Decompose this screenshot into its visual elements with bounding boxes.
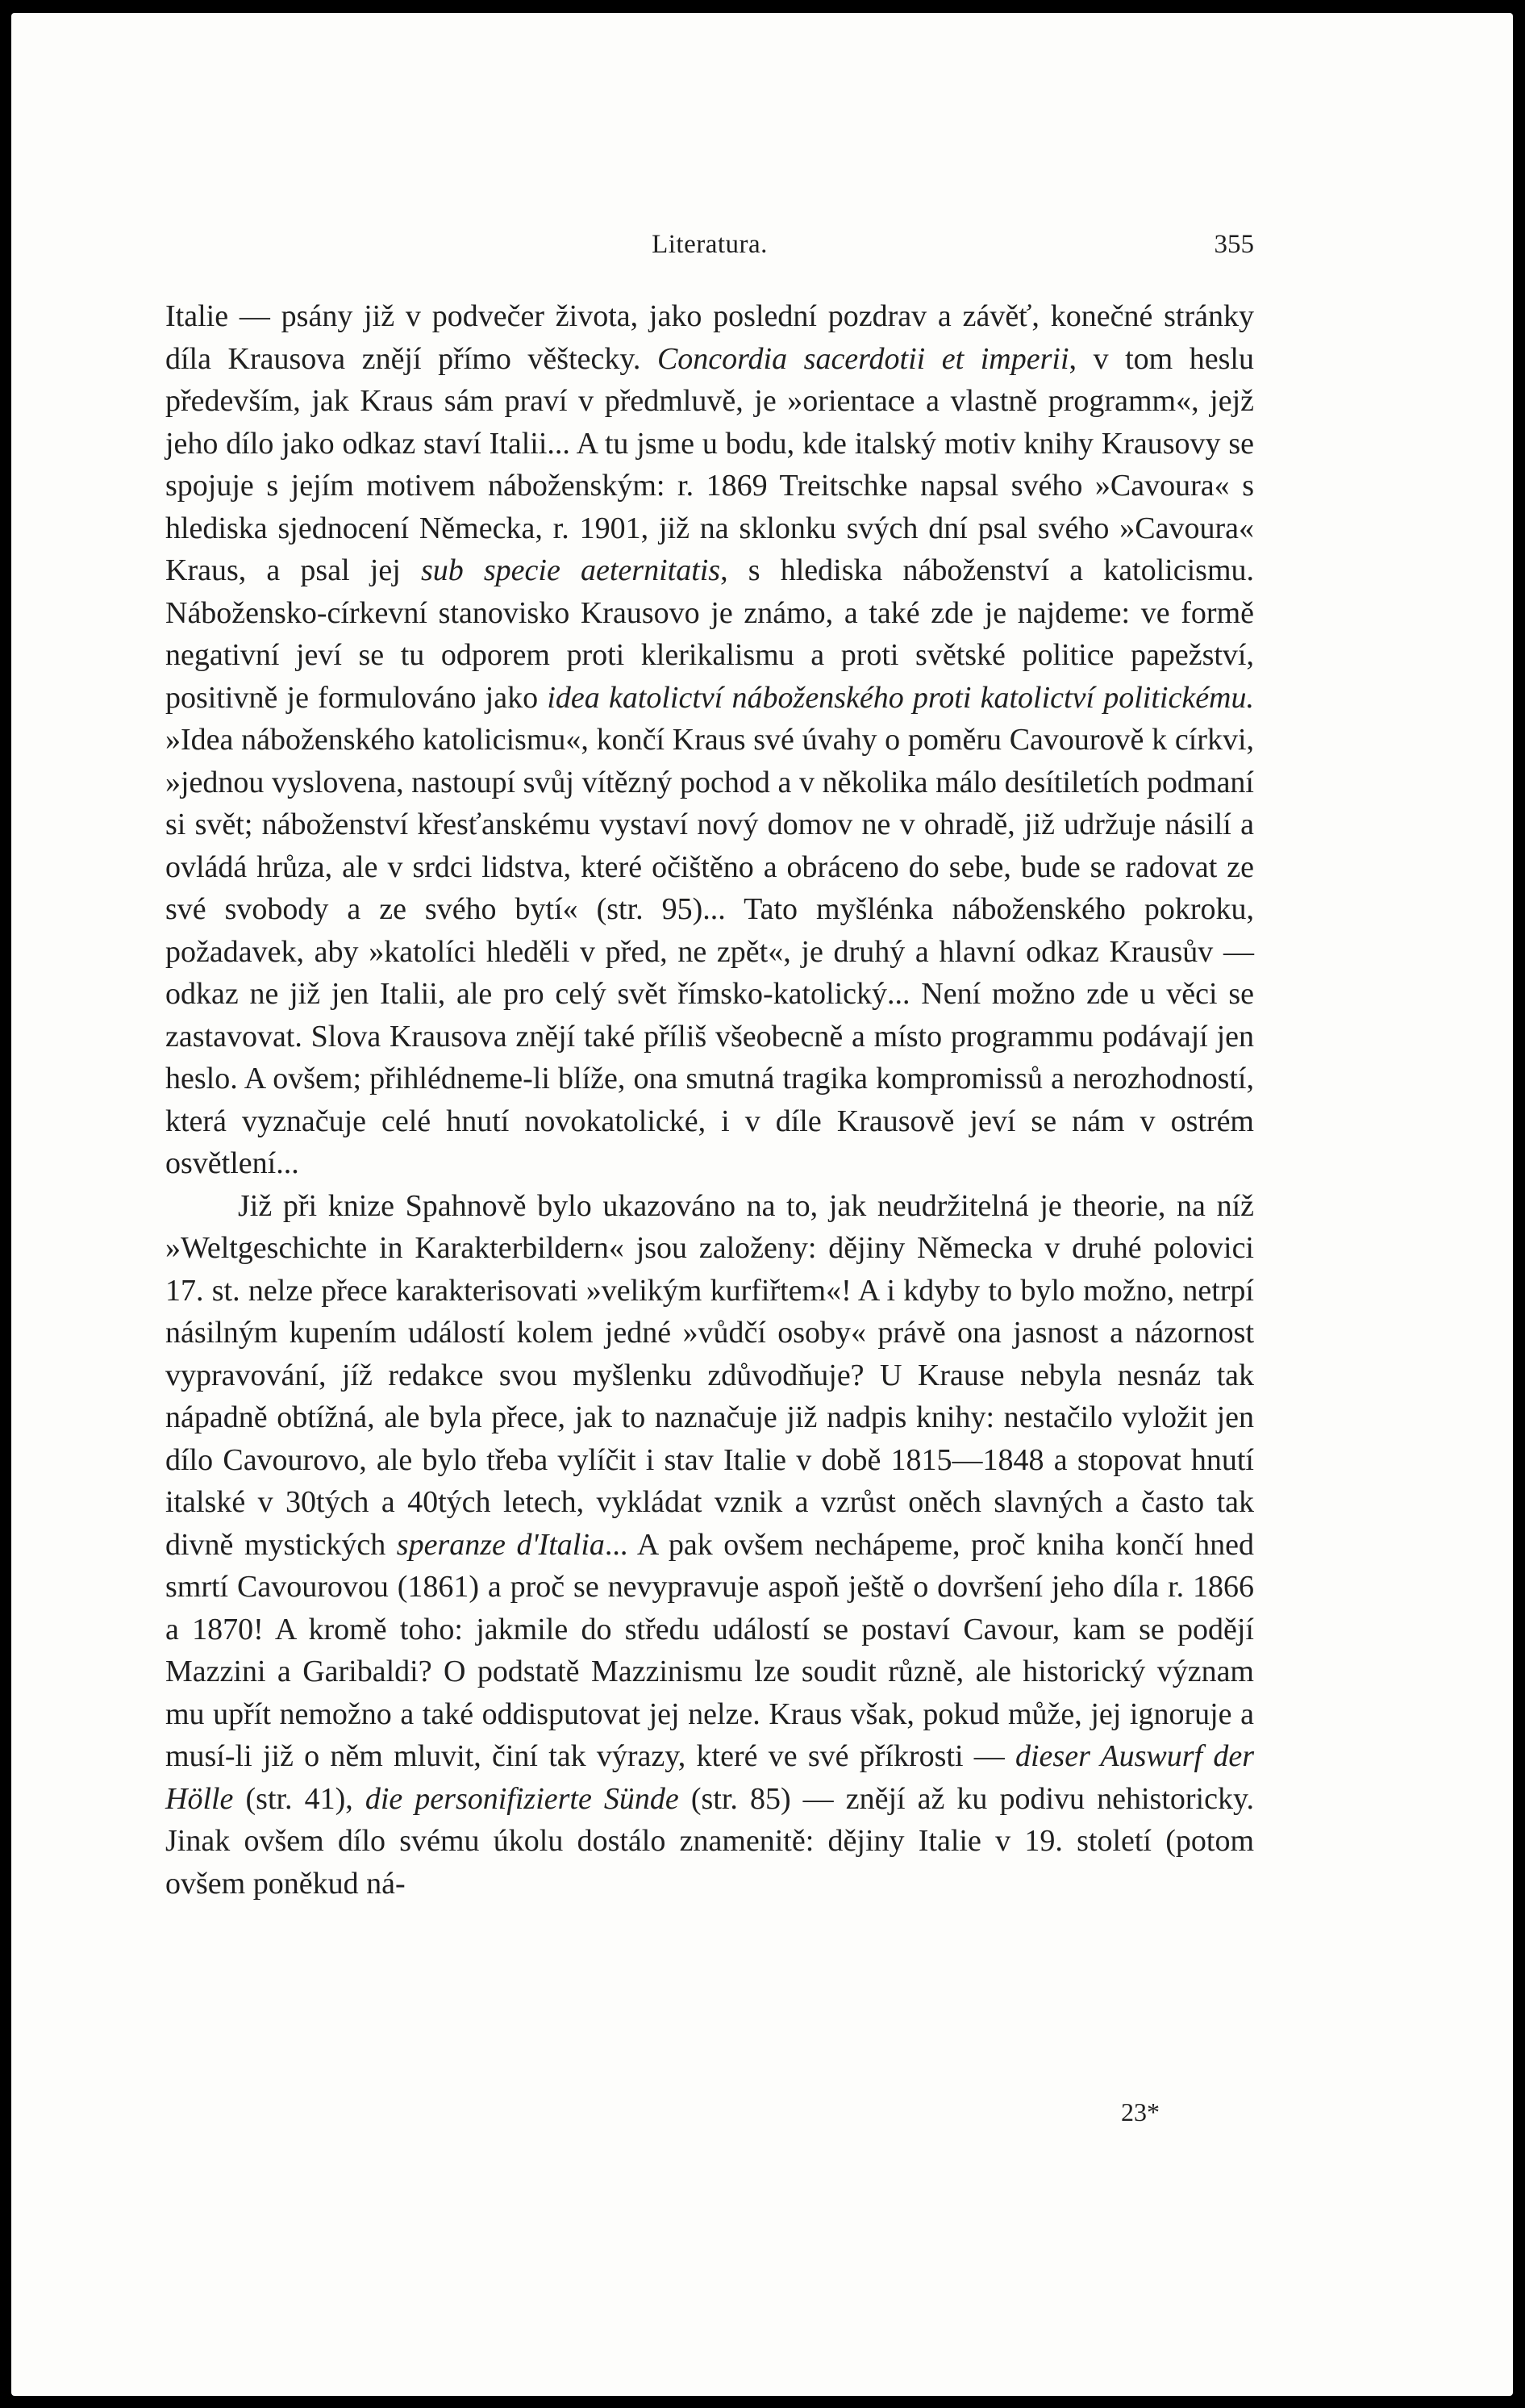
- paragraph-1-text: , v tom heslu především, jak Kraus sám praví v předmluvě, je »orientace a vlastně programm«, jejž jeho dílo jako odkaz staví Italii... A tu jsme u bodu, kde italský motiv knihy Krausovy se spojuje s jejím motivem náboženským: r. 1869 Treitschke napsal svého »Cavoura« s hlediska sjednocení Německa, r. 1901, již na sklonku svých dní psal svého »Cavoura« Kraus, a psal jej: [165, 341, 1254, 587]
- page-number: 355: [1214, 230, 1254, 259]
- paragraph-1-text: Italie — psány již v podvečer života, jako poslední pozdrav a závěť, konečné stránky díla Krausova znějí přímo věštecky.: [165, 299, 1254, 376]
- italic-phrase: idea katolictví náboženského proti katolictví politickému.: [547, 680, 1254, 715]
- paragraph-1-text: »Idea náboženského katolicismu«, končí Kraus své úvahy o poměru Cavourově k církvi, »jednou vyslovena, nastoupí svůj vítězný pochod a v několika málo desítiletích podmaní si svět; náboženství křesťanskému vystaví nový domov ne v ohradě, již udržuje násilí a ovládá hrůza, ale v srdci lidstva, které očištěno a obráceno do sebe, bude se radovat ze své svobody a ze svého bytí« (str. 95)... Tato myšlénka náboženského pokroku, požadavek, aby »katolíci hleděli v před, ne zpět«, je druhý a hlavní odkaz Krausův — odkaz ne již jen Italii, ale pro celý svět římsko-katolický... Není možno zde u věci se zastavovat. Slova Krausova znějí také příliš všeobecně a místo programmu podávají jen heslo. A ovšem; přihlédneme-li blíže, ona smutná tragika kompromissů a nerozhodností, která vyznačuje celé hnutí novokatolické, i v díle Krausově jeví se nám v ostrém osvětlení...: [165, 723, 1254, 1180]
- paragraph-2-text: (str. 85) — znějí až ku podivu nehistoricky. Jinak ovšem dílo svému úkolu dostálo znamenitě: dějiny Italie v 19. století (potom ovšem poněkud ná-: [165, 1781, 1254, 1901]
- italic-phrase: Concordia sacerdotii et imperii: [656, 341, 1069, 376]
- page-header: [165, 230, 1254, 262]
- italic-phrase: die personifizierte Sünde: [365, 1781, 679, 1816]
- paragraph-1-text: , s hlediska náboženství a katolicismu. Nábožensko-církevní stanovisko Krausovo je známo, a také zde je najdeme: ve formě negativní jeví se tu odporem proti klerikalismu a proti světské politice papežství, positivně je formulováno jako: [165, 553, 1254, 715]
- italic-phrase: dieser Auswurf der Hölle: [165, 1739, 1254, 1816]
- paragraph-2-text: (str. 41),: [233, 1781, 365, 1816]
- body-text: [165, 295, 1254, 1905]
- italic-phrase: sub specie aeternitatis: [420, 553, 721, 587]
- paragraph-2-text: Již při knize Spahnově bylo ukazováno na to, jak neudržitelná je theorie, na níž »Weltgeschichte in Karakterbildern« jsou založeny: dějiny Německa v druhé polovici 17. st. nelze přece karakterisovati »velikým kurfiřtem«! A i kdyby to bylo možno, netrpí násilným kupením událostí kolem jedné »vůdčí osoby« právě ona jasnost a názornost vypravování, jíž redakce svou myšlenku zdůvodňuje? U Krause nebyla nesnáz tak nápadně obtížná, ale byla přece, jak to naznačuje již nadpis knihy: nestačilo vyložit jen dílo Cavourovo, ale bylo třeba vylíčit i stav Italie v době 1815—1848 a stopovat hnutí italské v 30tých a 40tých letech, vykládat vznik a vzrůst oněch slavných a často tak divně mystických: [165, 1188, 1254, 1562]
- paragraph-2-text: ... A pak ovšem nechápeme, proč kniha končí hned smrtí Cavourovou (1861) a proč se nevypravuje aspoň ještě o dovršení jeho díla r. 1866 a 1870! A kromě toho: jakmile do středu událostí se postaví Cavour, kam se podějí Mazzini a Garibaldi? O podstatě Mazzinismu lze soudit různě, ale historický význam mu upřít nemožno a také oddisputovat jej nelze. Kraus však, pokud může, jej ignoruje a musí-li již o něm mluvit, činí tak výrazy, které ve své příkrosti —: [165, 1527, 1254, 1773]
- running-title: Literatura.: [652, 230, 768, 259]
- italic-phrase: speranze d'Italia: [396, 1527, 605, 1562]
- paragraph-1: [165, 295, 1254, 1185]
- signature-mark: 23*: [1121, 2097, 1160, 2126]
- paragraph-2: [165, 1185, 1254, 1905]
